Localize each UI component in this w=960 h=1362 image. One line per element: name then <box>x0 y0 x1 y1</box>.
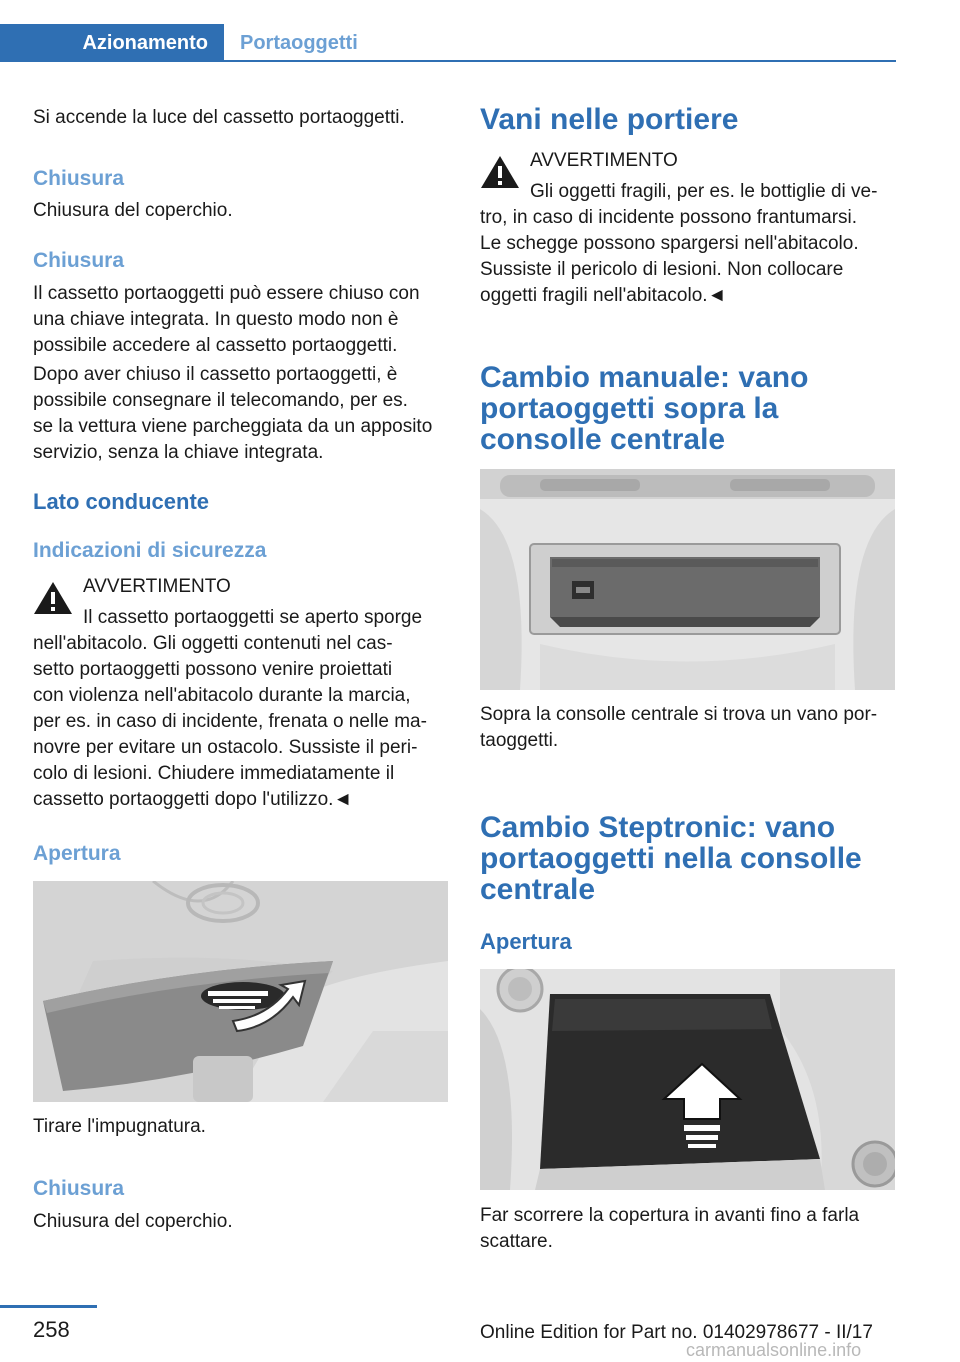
text-line: Gli oggetti fragili, per es. le bottiglie di ve- <box>530 181 878 202</box>
footer-rule <box>0 1305 97 1308</box>
heading-line: portaoggetti sopra la <box>480 392 779 425</box>
heading-line: Cambio manuale: vano <box>480 361 809 394</box>
text-line: Il cassetto portaoggetti può essere chiuso con <box>33 283 420 304</box>
heading-line: consolle centrale <box>480 423 726 456</box>
sliding-cover-illustration <box>480 969 895 1190</box>
text-line: oggetti fragili nell'abitacolo.◄ <box>480 285 727 306</box>
text-line: Il cassetto portaoggetti se aperto sporge <box>83 607 423 628</box>
intro-text: Si accende la luce del cassetto portaoggetti. <box>33 107 405 128</box>
warning-text <box>480 179 896 309</box>
glovebox-handle-illustration <box>33 881 448 1102</box>
apertura-heading-right: Apertura <box>480 929 572 954</box>
chiusura-text-1: Chiusura del coperchio. <box>33 200 233 221</box>
text-line: con violenza nell'abitacolo durante la marcia, <box>33 685 411 706</box>
text-line: una chiave integrata. In questo modo non è <box>33 309 399 330</box>
warning-label: AVVERTIMENTO <box>530 150 678 171</box>
text-line: Sussiste il pericolo di lesioni. Non collocare <box>480 259 844 280</box>
text-line: setto portaoggetti possono venire proiettati <box>33 659 393 680</box>
dopo-text <box>33 362 432 466</box>
manuale-caption <box>480 702 877 754</box>
chiusura-heading-2: Chiusura <box>33 249 125 272</box>
text-line: nell'abitacolo. Gli oggetti contenuti nel cas- <box>33 633 393 654</box>
text-line: taoggetti. <box>480 730 559 751</box>
heading-line: Cambio Steptronic: vano <box>480 811 836 844</box>
heading-line: portaoggetti nella consolle <box>480 842 862 875</box>
section-tab[interactable]: Portaoggetti <box>240 31 358 54</box>
apertura-caption: Tirare l'impugnatura. <box>33 1116 206 1137</box>
heading-line: centrale <box>480 873 596 906</box>
text-line: Far scorrere la copertura in avanti fino a farla <box>480 1205 860 1226</box>
chiusura-heading-1: Chiusura <box>33 167 125 190</box>
chapter-tab-active[interactable]: Azionamento <box>0 24 224 62</box>
text-line: Sopra la consolle centrale si trova un vano por- <box>480 704 878 725</box>
text-line: tro, in caso di incidente possono frantumarsi. <box>480 207 858 228</box>
edition-text: Online Edition for Part no. 01402978677 - II/17 <box>480 1322 873 1343</box>
header-rule <box>224 60 896 62</box>
steptronic-apertura-caption <box>480 1203 859 1255</box>
warning-text <box>33 605 448 813</box>
cambio-steptronic-heading <box>480 812 862 905</box>
page-number: 258 <box>33 1317 70 1342</box>
console-compartment-illustration <box>480 469 895 690</box>
warning-label: AVVERTIMENTO <box>83 576 231 597</box>
text-line: servizio, senza la chiave integrata. <box>33 442 324 463</box>
chiusura-text-2 <box>33 281 420 359</box>
text-line: possibile consegnare il telecomando, per es. <box>33 390 408 411</box>
apertura-heading: Apertura <box>33 842 121 865</box>
chiusura-text-3: Chiusura del coperchio. <box>33 1211 233 1232</box>
page-header <box>0 0 960 64</box>
text-line: scattare. <box>480 1231 553 1252</box>
vani-portiere-heading: Vani nelle portiere <box>480 103 739 136</box>
text-line: per es. in caso di incidente, frenata o nelle ma- <box>33 711 427 732</box>
watermark: carmanualsonline.info <box>686 1340 862 1360</box>
chiusura-heading-3: Chiusura <box>33 1177 125 1200</box>
text-line: Le schegge possono spargersi nell'abitacolo. <box>480 233 859 254</box>
text-line: Dopo aver chiuso il cassetto portaoggetti, è <box>33 364 398 385</box>
text-line: novre per evitare un ostacolo. Sussiste il peri- <box>33 737 418 758</box>
text-line: possibile accedere al cassetto portaoggetti. <box>33 335 398 356</box>
sicurezza-heading: Indicazioni di sicurezza <box>33 539 267 562</box>
text-line: cassetto portaoggetti dopo l'utilizzo.◄ <box>33 789 353 810</box>
text-line: colo di lesioni. Chiudere immediatamente il <box>33 763 395 784</box>
text-line: se la vettura viene parcheggiata da un apposito <box>33 416 433 437</box>
lato-conducente-heading: Lato conducente <box>33 489 210 514</box>
cambio-manuale-heading <box>480 362 808 455</box>
